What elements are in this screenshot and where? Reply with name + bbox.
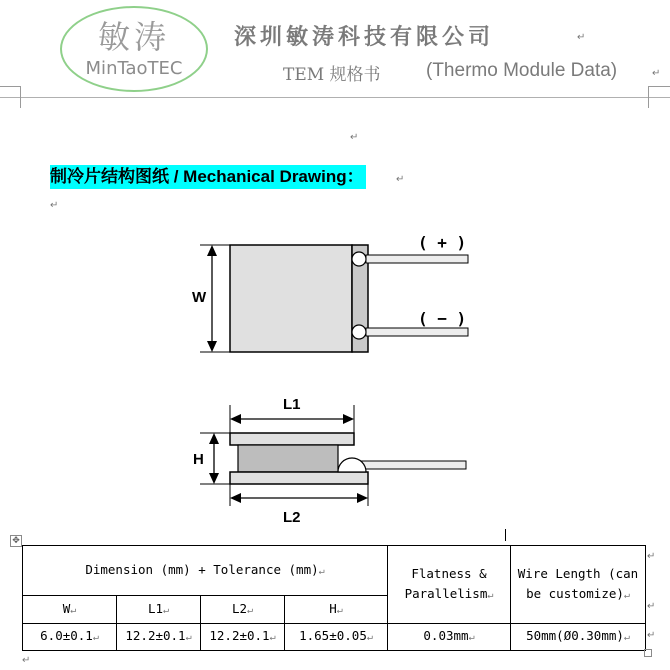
w-label: W bbox=[192, 289, 207, 306]
positive-solder-joint bbox=[352, 252, 366, 266]
value-l1-cell[interactable]: 12.2±0.1↵ bbox=[117, 624, 201, 651]
col-h-cell[interactable]: H↵ bbox=[285, 596, 388, 624]
logo-english-text: MinTaoTEC bbox=[85, 58, 183, 79]
text-cursor bbox=[505, 529, 506, 541]
col-l2-cell[interactable]: L2↵ bbox=[201, 596, 285, 624]
row-end-mark-icon: ↵ bbox=[647, 630, 656, 641]
spec-subtitle: (Thermo Module Data) bbox=[426, 60, 618, 81]
l1-label: L1 bbox=[283, 396, 301, 413]
paragraph-mark-icon: ↵ bbox=[50, 200, 59, 211]
company-name: 深圳敏涛科技有限公司 bbox=[234, 24, 495, 50]
flatness-header-line-1: Flatness & bbox=[411, 565, 487, 581]
plus-label: ( + ) bbox=[418, 233, 467, 252]
value-flatness: 0.03mm bbox=[423, 628, 469, 643]
dimension-header: Dimension (mm) + Tolerance (mm) bbox=[85, 561, 319, 577]
row-end-mark-icon: ↵ bbox=[647, 551, 656, 562]
wire-header-cell[interactable]: Wire Length (can be customize)↵ bbox=[511, 546, 646, 624]
dimension-header-cell[interactable]: Dimension (mm) + Tolerance (mm)↵ bbox=[23, 546, 388, 596]
table-header-row bbox=[23, 546, 646, 596]
value-l2: 12.2±0.1 bbox=[209, 628, 270, 643]
l2-label: L2 bbox=[283, 509, 301, 526]
col-w: W bbox=[62, 600, 71, 616]
value-l1: 12.2±0.1 bbox=[125, 628, 186, 643]
top-ceramic-plate bbox=[230, 433, 354, 445]
minus-label: ( − ) bbox=[418, 309, 467, 328]
row-end-mark-icon: ↵ bbox=[647, 601, 656, 612]
paragraph-mark-icon: ↵ bbox=[22, 655, 31, 666]
paragraph-mark-icon: ↵ bbox=[350, 132, 359, 143]
negative-wire bbox=[366, 328, 468, 336]
side-solder-joint bbox=[338, 458, 366, 472]
value-wire-cell[interactable]: 50mm(Ø0.30mm)↵ bbox=[511, 624, 646, 651]
module-top-view bbox=[230, 245, 352, 352]
table-row bbox=[23, 624, 646, 651]
flatness-header-cell[interactable]: Flatness & Parallelism↵ bbox=[388, 546, 511, 624]
value-h: 1.65±0.05 bbox=[299, 628, 367, 643]
col-l2: L2 bbox=[231, 600, 248, 616]
table-resize-handle-icon[interactable] bbox=[644, 649, 652, 657]
negative-solder-joint bbox=[352, 325, 366, 339]
value-l2-cell[interactable]: 12.2±0.1↵ bbox=[201, 624, 285, 651]
positive-wire bbox=[366, 255, 468, 263]
value-w-cell[interactable]: 6.0±0.1↵ bbox=[23, 624, 117, 651]
value-wire: 50mm(Ø0.30mm) bbox=[526, 628, 624, 643]
bottom-ceramic-plate bbox=[230, 472, 368, 484]
paragraph-mark-icon: ↵ bbox=[652, 68, 661, 79]
logo-chinese-text: 敏涛 bbox=[97, 18, 170, 56]
h-label: H bbox=[193, 451, 204, 468]
value-w: 6.0±0.1 bbox=[40, 628, 93, 643]
table-move-handle-icon[interactable]: ✥ bbox=[10, 535, 22, 547]
col-h: H bbox=[329, 600, 337, 616]
col-l1-cell[interactable]: L1↵ bbox=[117, 596, 201, 624]
semiconductor-layer bbox=[238, 445, 338, 472]
side-wire bbox=[352, 461, 466, 469]
wire-header-line-2: be customize) bbox=[526, 585, 624, 601]
spec-table bbox=[22, 545, 646, 651]
wire-header-line-1: Wire Length (can bbox=[517, 565, 639, 581]
col-l1: L1 bbox=[147, 600, 164, 616]
paragraph-mark-icon: ↵ bbox=[577, 32, 586, 43]
value-h-cell[interactable]: 1.65±0.05↵ bbox=[285, 624, 388, 651]
value-flatness-cell[interactable]: 0.03mm↵ bbox=[388, 624, 511, 651]
paragraph-mark-icon: ↵ bbox=[396, 174, 405, 185]
col-w-cell[interactable]: W↵ bbox=[23, 596, 117, 624]
flatness-header-line-2: Parallelism bbox=[404, 585, 488, 601]
spec-title: TEM 规格书 bbox=[283, 65, 381, 85]
section-heading-text: 制冷片结构图纸 / Mechanical Drawing： bbox=[50, 167, 364, 186]
